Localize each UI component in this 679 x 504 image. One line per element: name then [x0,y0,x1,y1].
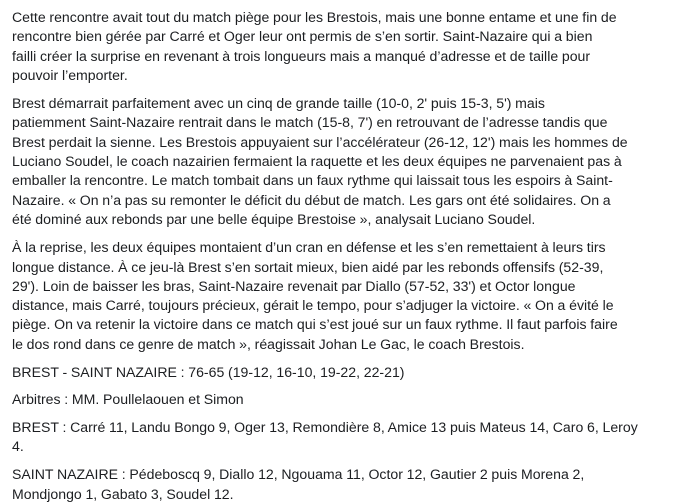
final-score: BREST - SAINT NAZAIRE : 76-65 (19-12, 16-10, 19-22, 22-21) [12,364,405,381]
saint-nazaire-lineup: SAINT NAZAIRE : Pédeboscq 9, Diallo 12, Ngouama 11, Octor 12, Gautier 2 puis Morena 2, Mondjongo 1, Gabato 3, Soudel 12. [12,466,585,502]
first-half-paragraph: Brest démarrait parfaitement avec un cinq de grande taille (10-0, 2' puis 15-3, 5') mais patiemment Saint-Nazaire rentrait dans le match (15-8, 7') en retrouvant de l’adresse tandis que Brest perdait la sienne. Les Brestois appuyaient sur l’accélérateur (26-12, 12') mais les hommes de Luciano Soudel, le coach nazairien fermaient la raquette et les deux équipes ne parvenaient pas à emballer la rencontre. Le match tombait dans un faux rythme qui laissait tous les espoirs à Saint- Nazaire. « On n’a pas su remonter le déficit du début de match. Les gars ont été solidaires. On a été dominé aux rebonds par une belle équipe Brestoise », analysait Luciano Soudel. [12,95,628,227]
referees-line: Arbitres : MM. Poullelaouen et Simon [12,391,244,408]
brest-lineup: BREST : Carré 11, Landu Bongo 9, Oger 13, Remondière 8, Amice 13 puis Mateus 14, Caro 6, Leroy 4. [12,418,638,454]
second-half-paragraph: À la reprise, les deux équipes montaient d’un cran en défense et les s’en remettaient à leurs tirs longue distance. À ce jeu-là Brest s’en sortait mieux, bien aidé par les rebonds offensifs (52-39, 29'). Loin de baisser les bras, Saint-Nazaire revenait par Diallo (57-52, 33') et Octor longue distance, mais Carré, toujours précieux, gérait le tempo, pour s’adjuger la victoire. « On a évité le piège. On va retenir la victoire dans ce match qui s’est joué sur un faux rythme. Il faut parfois faire le dos rond dans ce genre de match », réagissait Johan Le Gac, le coach Brestois. [12,239,618,352]
intro-paragraph: Cette rencontre avait tout du match piège pour les Brestois, mais une bonne entame et une fin de rencontre bien gérée par Carré et Oger leur ont permis de s’en sortir. Saint-Nazaire qui a bien failli créer la surprise en revenant à trois longueurs mais a manqué d’adresse et de taille pour pouvoir l’emporter. [12,9,617,83]
